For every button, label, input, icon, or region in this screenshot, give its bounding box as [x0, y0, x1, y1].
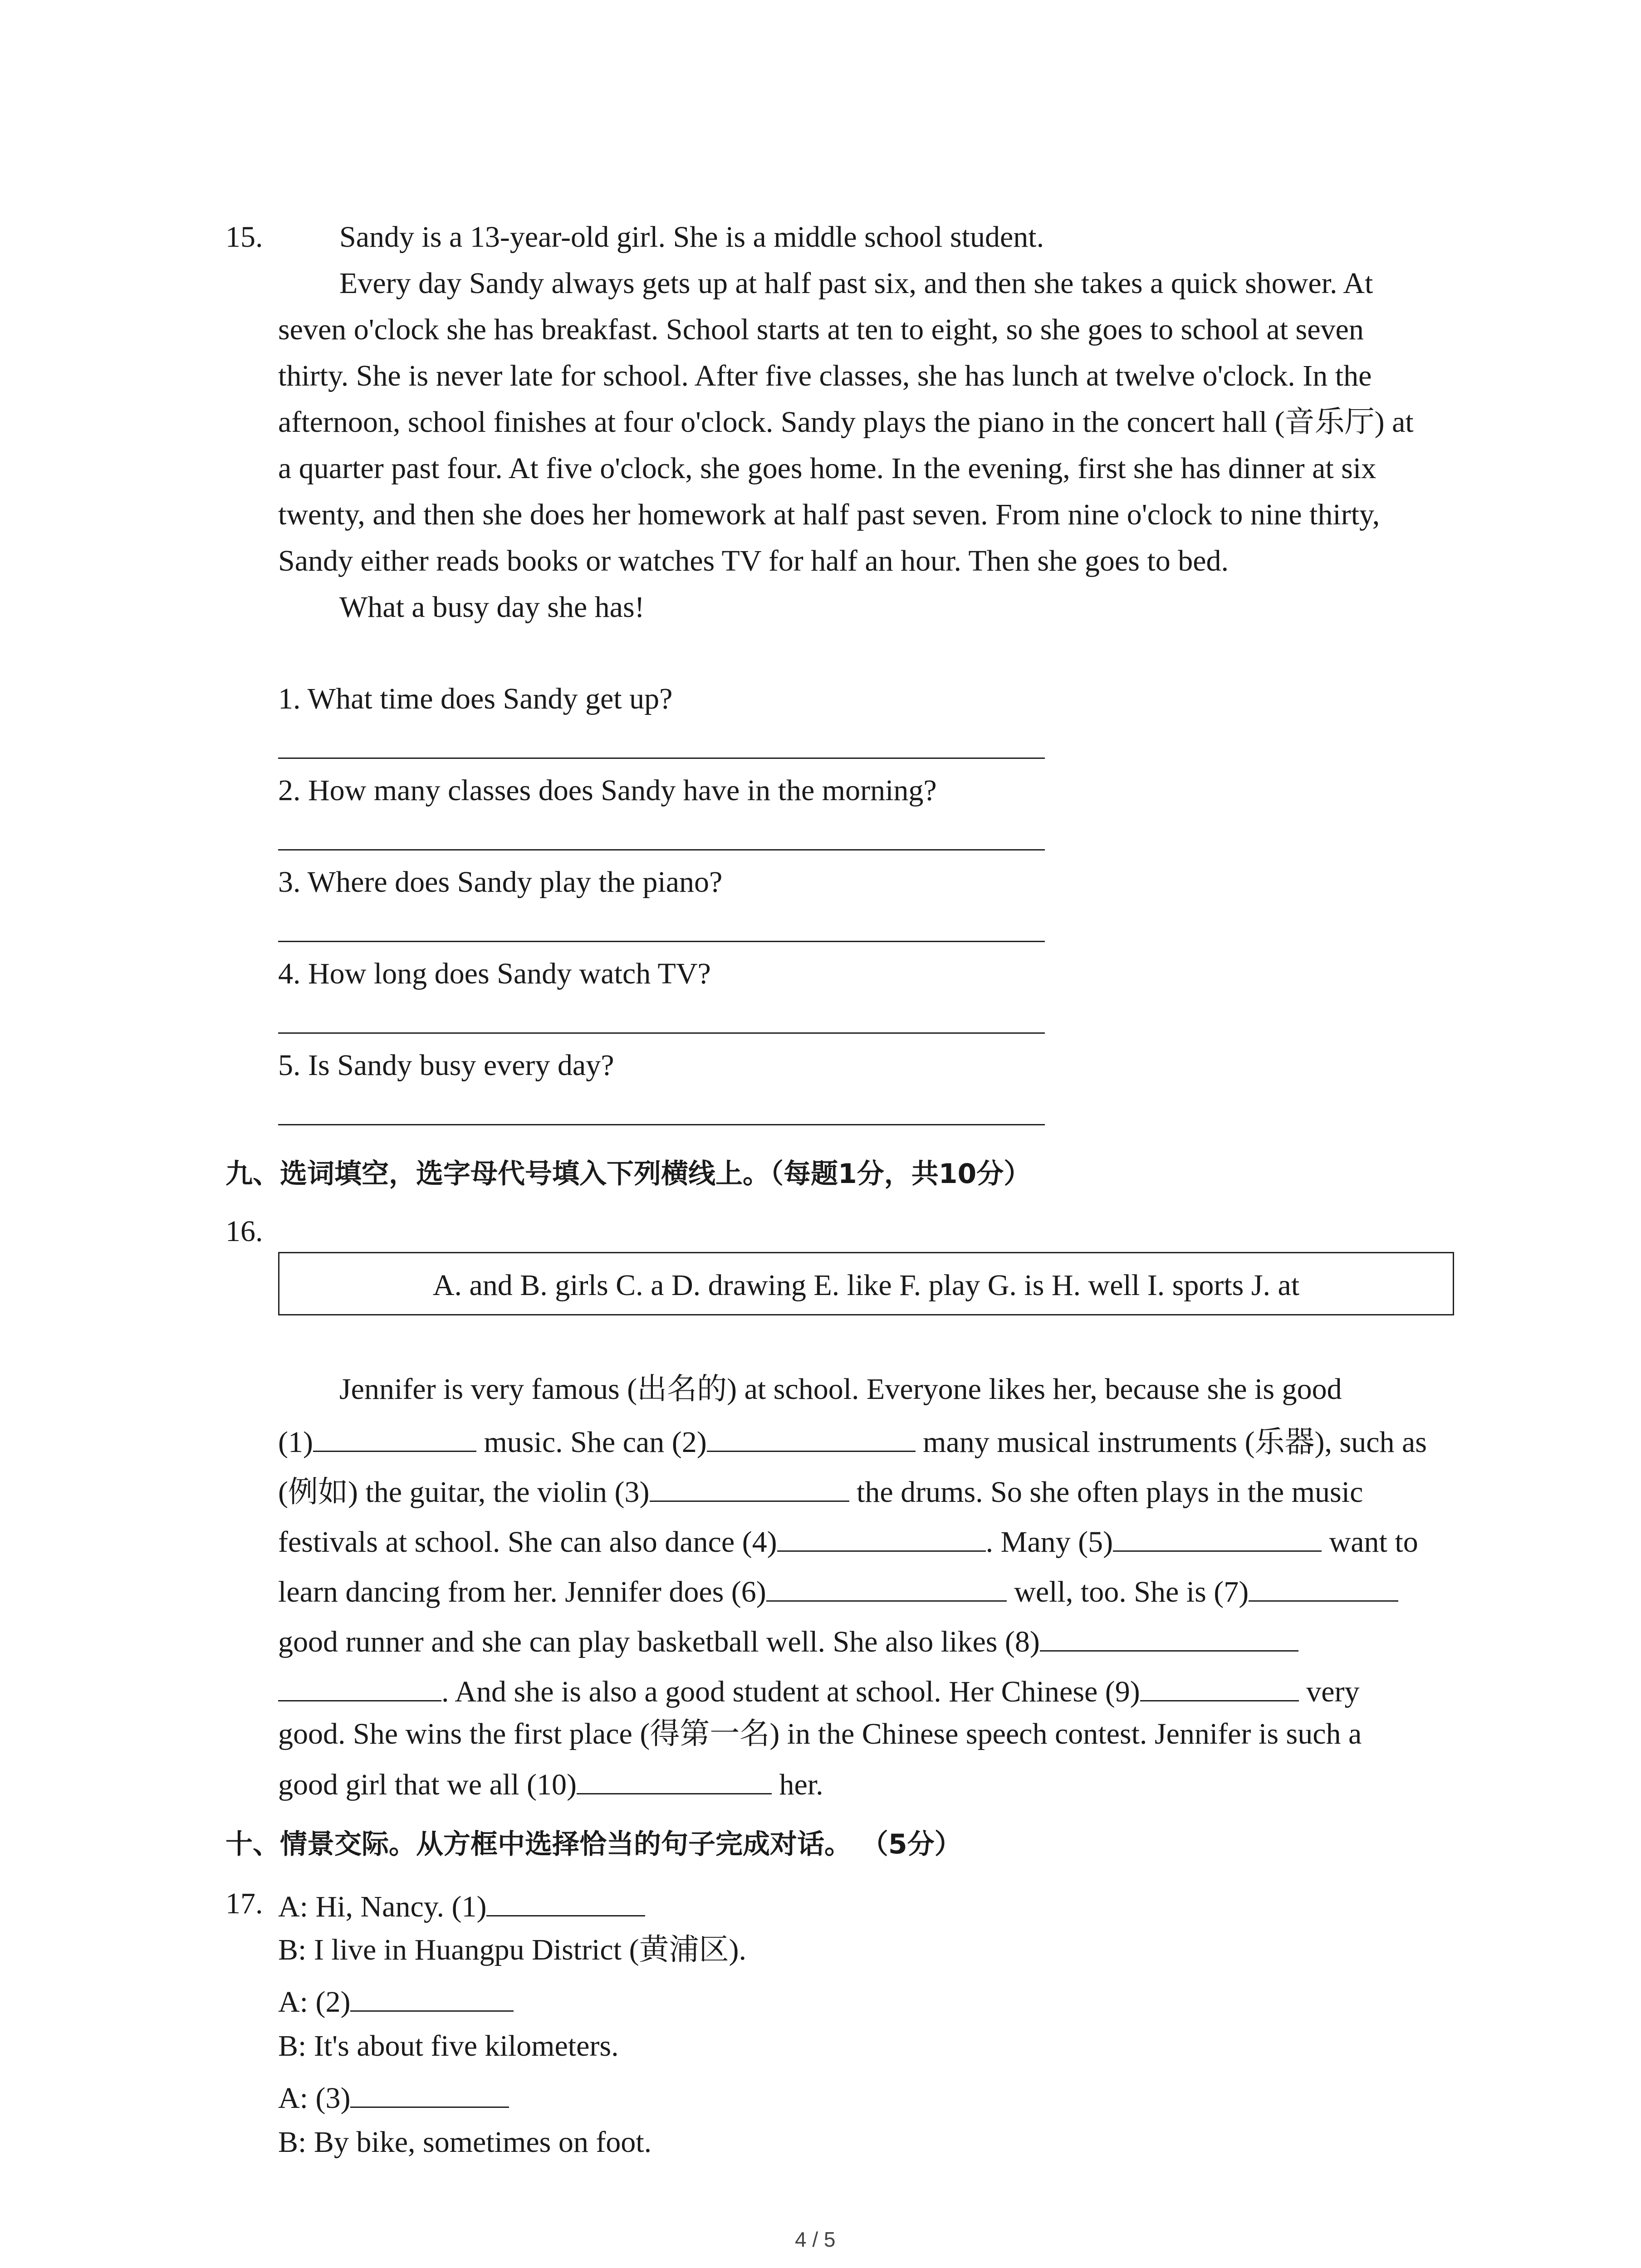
passage-text: (例如) the guitar, the violin (3) [278, 1476, 650, 1509]
comprehension-question: 4. How long does Sandy watch TV? [278, 957, 711, 990]
question-number-16: 16. [225, 1215, 263, 1248]
passage-text: want to [1322, 1525, 1418, 1559]
blank-9[interactable] [1140, 1674, 1299, 1701]
passage-text: learn dancing from her. Jennifer does (6) [278, 1575, 766, 1608]
dialogue-text: B: By bike, sometimes on foot. [278, 2126, 652, 2159]
passage-line: afternoon, school finishes at four o'clock. Sandy plays the piano in the concert hall (音乐厅) at [278, 406, 1414, 439]
dialogue-text: A: Hi, Nancy. (1) [278, 1890, 487, 1923]
cloze-line-5 [278, 1574, 1398, 1607]
blank-8[interactable] [1040, 1624, 1298, 1652]
dialogue-text: A: (2) [278, 1985, 351, 2019]
answer-line-4[interactable] [278, 1032, 1045, 1034]
dialogue-text: A: (3) [278, 2082, 351, 2115]
blank-5[interactable] [1113, 1524, 1322, 1552]
passage-text: . And she is also a good student at school. Her Chinese (9) [441, 1675, 1140, 1708]
dialogue-text: B: I live in Huangpu District (黄浦区). [278, 1933, 747, 1966]
comprehension-question: 3. Where does Sandy play the piano? [278, 865, 723, 899]
blank-8-continued[interactable] [278, 1674, 441, 1701]
blank-7[interactable] [1249, 1574, 1398, 1602]
passage-line: Sandy either reads books or watches TV for half an hour. Then she goes to bed. [278, 544, 1229, 577]
passage-text: good runner and she can play basketball well. She also likes (8) [278, 1625, 1040, 1658]
blank-3[interactable] [650, 1474, 849, 1502]
blank-2[interactable] [707, 1424, 916, 1452]
passage-text: Jennifer is very famous (出名的) at school. Everyone likes her, because she is good [339, 1373, 1342, 1406]
passage-text: festivals at school. She can also dance (4) [278, 1525, 777, 1559]
passage-text: the drums. So she often plays in the music [849, 1476, 1363, 1509]
answer-line-3[interactable] [278, 941, 1045, 942]
blank-4[interactable] [777, 1524, 986, 1552]
passage-line: twenty, and then she does her homework at half past seven. From nine o'clock to nine thirty, [278, 498, 1380, 531]
dialogue-text: B: It's about five kilometers. [278, 2029, 619, 2063]
blank-10[interactable] [577, 1767, 772, 1794]
answer-line-1[interactable] [278, 758, 1045, 759]
dialogue-line-4 [278, 2031, 619, 2061]
passage-line: a quarter past four. At five o'clock, she goes home. In the evening, first she has dinner at six [278, 452, 1376, 485]
dialogue-blank-1[interactable] [486, 1889, 645, 1916]
answer-line-5[interactable] [278, 1124, 1045, 1125]
passage-text: well, too. She is (7) [1006, 1575, 1249, 1608]
comprehension-question: 1. What time does Sandy get up? [278, 682, 673, 715]
cloze-line-8 [278, 1719, 1362, 1749]
passage-text: her. [772, 1768, 823, 1801]
cloze-line-1 [339, 1374, 1342, 1404]
passage-line: seven o'clock she has breakfast. School starts at ten to eight, so she goes to school at seven [278, 313, 1364, 346]
dialogue-line-2 [278, 1935, 746, 1965]
dialogue-line-1 [278, 1889, 645, 1922]
cloze-line-3 [278, 1474, 1363, 1507]
page-number: 4 / 5 [795, 2228, 836, 2251]
section-heading-9: 九、选词填空，选字母代号填入下列横线上。（每题1分，共10分） [225, 1158, 1031, 1190]
passage-text: music. She can (2) [476, 1426, 707, 1459]
passage-text: very [1298, 1675, 1360, 1708]
comprehension-question: 5. Is Sandy busy every day? [278, 1049, 614, 1082]
passage-text: good. She wins the first place (得第一名) in the Chinese speech contest. Jennifer is such a [278, 1717, 1362, 1750]
comprehension-question: 2. How many classes does Sandy have in the morning? [278, 774, 937, 807]
passage-line: What a busy day she has! [339, 591, 645, 624]
section-heading-10: 十、情景交际。从方框中选择恰当的句子完成对话。 （5分） [225, 1828, 962, 1860]
question-number-15: 15. [225, 220, 263, 254]
cloze-line-9 [278, 1767, 823, 1800]
word-bank-options: A. and B. girls C. a D. drawing E. like F. play G. is H. well I. sports J. at [432, 1269, 1300, 1302]
word-bank-box [278, 1252, 1454, 1315]
answer-line-2[interactable] [278, 849, 1045, 850]
passage-line: thirty. She is never late for school. After five classes, she has lunch at twelve o'clock. In the [278, 359, 1372, 392]
cloze-line-4 [278, 1524, 1418, 1557]
blank-1[interactable] [313, 1424, 476, 1452]
question-number-17: 17. [225, 1887, 263, 1920]
dialogue-blank-2[interactable] [350, 1984, 514, 2012]
passage-text: . Many (5) [985, 1525, 1113, 1559]
dialogue-line-6 [278, 2127, 652, 2157]
dialogue-blank-3[interactable] [350, 2080, 509, 2108]
cloze-line-2 [278, 1424, 1427, 1457]
passage-text: many musical instruments (乐器), such as [915, 1426, 1427, 1459]
passage-text: (1) [278, 1426, 313, 1459]
cloze-line-7 [278, 1674, 1360, 1707]
cloze-line-6 [278, 1624, 1298, 1657]
dialogue-line-3 [278, 1984, 514, 2017]
passage-line: Every day Sandy always gets up at half past six, and then she takes a quick shower. At [339, 267, 1373, 300]
blank-6[interactable] [766, 1574, 1007, 1602]
passage-line: Sandy is a 13-year-old girl. She is a middle school student. [339, 220, 1044, 254]
passage-text: good girl that we all (10) [278, 1768, 577, 1801]
dialogue-line-5 [278, 2080, 509, 2113]
